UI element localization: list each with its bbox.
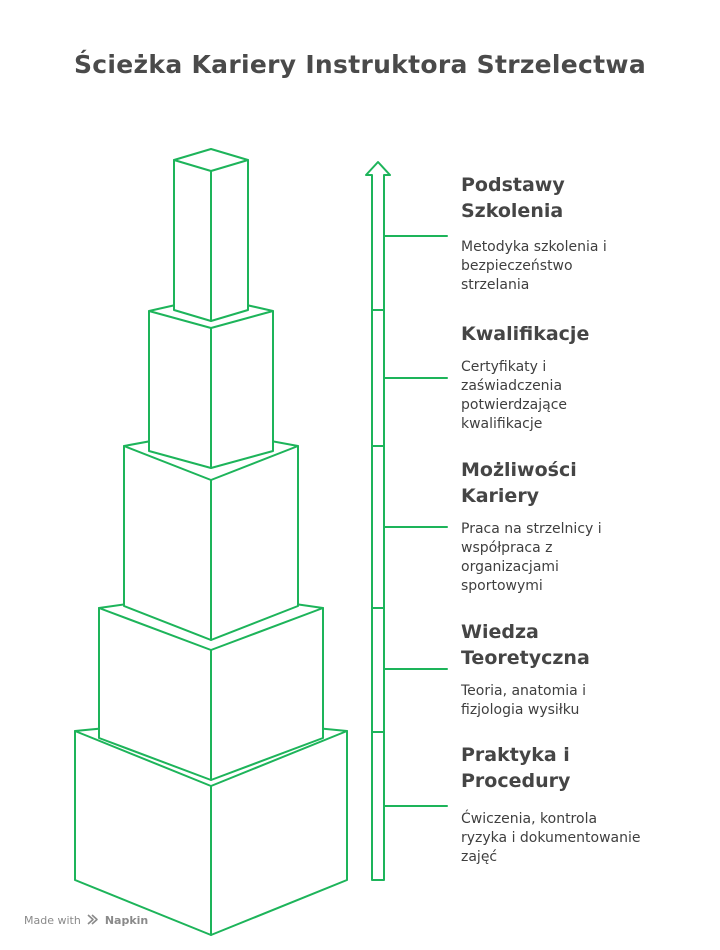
diagram-title: Ścieżka Kariery Instruktora Strzelectwa xyxy=(74,50,646,79)
stage-description-kwalifikacje: Certyfikaty i zaświadczenia potwierdzające kwalifikacje xyxy=(461,359,567,432)
stage-description-wiedza-teoretyczna: Teoria, anatomia i fizjologia wysiłku xyxy=(461,683,587,718)
watermark-brand: Napkin xyxy=(104,914,149,927)
block-level-4 xyxy=(149,297,273,468)
stage-title-wiedza-teoretyczna: Wiedza Teoretyczna xyxy=(461,621,590,669)
stage-title-praktyka-i-procedury: Praktyka i Procedury xyxy=(461,744,571,792)
stage-title-podstawy-szkolenia: Podstawy Szkolenia xyxy=(461,174,565,222)
stage-title-mozliwosci-kariery: Możliwości Kariery xyxy=(461,459,577,507)
stage-description-podstawy-szkolenia: Metodyka szkolenia i bezpieczeństwo strzelania xyxy=(461,239,607,293)
stage-description-mozliwosci-kariery: Praca na strzelnicy i współpraca z organizacjami sportowymi xyxy=(461,521,602,594)
watermark-prefix: Made with xyxy=(24,914,81,927)
progress-arrow-shape xyxy=(366,162,390,880)
napkin-logo-icon xyxy=(87,914,99,925)
made-with-watermark xyxy=(24,914,148,927)
stage-title-kwalifikacje: Kwalifikacje xyxy=(461,323,590,345)
block-top xyxy=(174,149,248,321)
block-tower xyxy=(75,149,347,935)
progress-arrow xyxy=(366,162,447,880)
stage-description-praktyka-i-procedury: Ćwiczenia, kontrola ryzyka i dokumentowanie zajęć xyxy=(461,811,641,865)
progress-arrow-outline xyxy=(366,162,390,880)
